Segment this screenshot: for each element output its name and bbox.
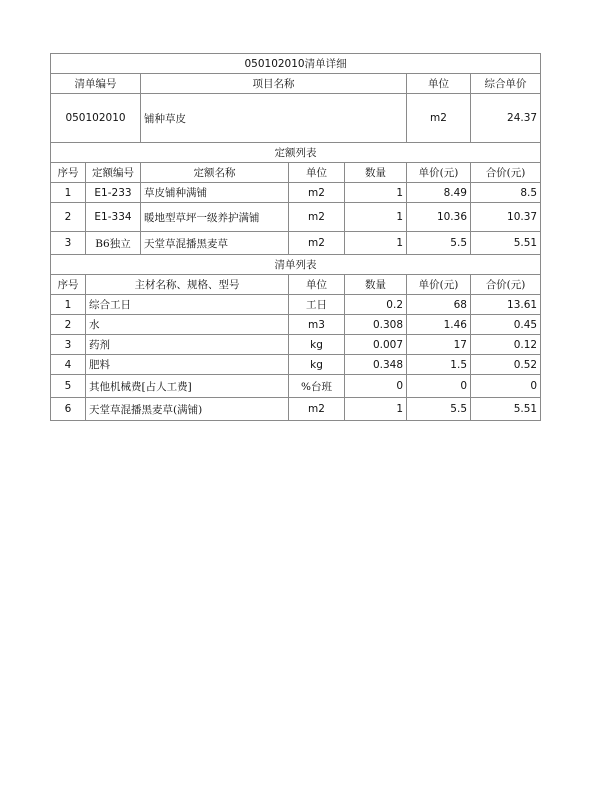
- quota-price: 10.36: [407, 203, 471, 232]
- material-no: 4: [51, 355, 86, 375]
- quota-name: 草皮铺种满铺: [141, 183, 289, 203]
- header-unit: 单位: [407, 74, 471, 94]
- quota-name: 暖地型草坪一级养护满铺: [141, 203, 289, 232]
- quota-col-name: 定额名称: [141, 163, 289, 183]
- quota-unit: m2: [289, 203, 345, 232]
- material-unit: m3: [289, 315, 345, 335]
- page-title: 050102010清单详细: [51, 54, 541, 74]
- quota-code: B6独立: [86, 232, 141, 255]
- header-code: 清单编号: [51, 74, 141, 94]
- material-no: 3: [51, 335, 86, 355]
- quota-name: 天堂草混播黑麦草: [141, 232, 289, 255]
- material-col-no: 序号: [51, 275, 86, 295]
- material-name: 肥料: [86, 355, 289, 375]
- quota-no: 2: [51, 203, 86, 232]
- table-row: [51, 355, 541, 375]
- quota-qty: 1: [345, 183, 407, 203]
- quota-col-code: 定额编号: [86, 163, 141, 183]
- quota-col-unit: 单位: [289, 163, 345, 183]
- quota-header-row: [51, 163, 541, 183]
- material-no: 2: [51, 315, 86, 335]
- quota-total: 10.37: [471, 203, 541, 232]
- table-row: [51, 335, 541, 355]
- material-total: 0.52: [471, 355, 541, 375]
- material-name: 综合工日: [86, 295, 289, 315]
- item-price: 24.37: [471, 94, 541, 143]
- material-price: 17: [407, 335, 471, 355]
- material-unit: kg: [289, 355, 345, 375]
- material-qty: 0.2: [345, 295, 407, 315]
- material-col-unit: 单位: [289, 275, 345, 295]
- material-unit: kg: [289, 335, 345, 355]
- material-name: 药剂: [86, 335, 289, 355]
- material-qty: 1: [345, 398, 407, 421]
- quota-col-no: 序号: [51, 163, 86, 183]
- material-qty: 0.007: [345, 335, 407, 355]
- detail-table: [50, 53, 541, 421]
- material-col-total: 合价(元): [471, 275, 541, 295]
- header-name: 项目名称: [141, 74, 407, 94]
- material-total: 0.12: [471, 335, 541, 355]
- quota-col-price: 单价(元): [407, 163, 471, 183]
- material-total: 13.61: [471, 295, 541, 315]
- material-no: 5: [51, 375, 86, 398]
- quota-unit: m2: [289, 183, 345, 203]
- material-price: 5.5: [407, 398, 471, 421]
- quota-qty: 1: [345, 203, 407, 232]
- material-col-price: 单价(元): [407, 275, 471, 295]
- material-unit: m2: [289, 398, 345, 421]
- quota-total: 8.5: [471, 183, 541, 203]
- material-price: 1.46: [407, 315, 471, 335]
- table-row: [51, 375, 541, 398]
- item-header-row: [51, 74, 541, 94]
- table-row: [51, 232, 541, 255]
- quota-no: 1: [51, 183, 86, 203]
- material-unit: 工日: [289, 295, 345, 315]
- material-name: 其他机械费[占人工费]: [86, 375, 289, 398]
- quota-total: 5.51: [471, 232, 541, 255]
- item-code: 050102010: [51, 94, 141, 143]
- material-no: 1: [51, 295, 86, 315]
- material-section-title: 清单列表: [51, 255, 541, 275]
- material-col-name: 主材名称、规格、型号: [86, 275, 289, 295]
- quota-unit: m2: [289, 232, 345, 255]
- table-row: [51, 203, 541, 232]
- title-row: [51, 54, 541, 74]
- header-price: 综合单价: [471, 74, 541, 94]
- quota-code: E1-334: [86, 203, 141, 232]
- quota-no: 3: [51, 232, 86, 255]
- material-price: 0: [407, 375, 471, 398]
- material-section-row: [51, 255, 541, 275]
- quota-col-qty: 数量: [345, 163, 407, 183]
- quota-price: 5.5: [407, 232, 471, 255]
- material-total: 0: [471, 375, 541, 398]
- quota-col-total: 合价(元): [471, 163, 541, 183]
- quota-price: 8.49: [407, 183, 471, 203]
- material-price: 1.5: [407, 355, 471, 375]
- material-name: 水: [86, 315, 289, 335]
- material-price: 68: [407, 295, 471, 315]
- item-row: [51, 94, 541, 143]
- material-qty: 0: [345, 375, 407, 398]
- quota-qty: 1: [345, 232, 407, 255]
- material-no: 6: [51, 398, 86, 421]
- material-unit: %台班: [289, 375, 345, 398]
- table-row: [51, 398, 541, 421]
- material-name: 天堂草混播黑麦草(满铺): [86, 398, 289, 421]
- material-qty: 0.348: [345, 355, 407, 375]
- table-row: [51, 315, 541, 335]
- table-row: [51, 295, 541, 315]
- quota-section-row: [51, 143, 541, 163]
- quota-section-title: 定额列表: [51, 143, 541, 163]
- item-name: 铺种草皮: [141, 94, 407, 143]
- table-row: [51, 183, 541, 203]
- material-total: 0.45: [471, 315, 541, 335]
- quota-code: E1-233: [86, 183, 141, 203]
- material-header-row: [51, 275, 541, 295]
- material-total: 5.51: [471, 398, 541, 421]
- item-unit: m2: [407, 94, 471, 143]
- material-col-qty: 数量: [345, 275, 407, 295]
- material-qty: 0.308: [345, 315, 407, 335]
